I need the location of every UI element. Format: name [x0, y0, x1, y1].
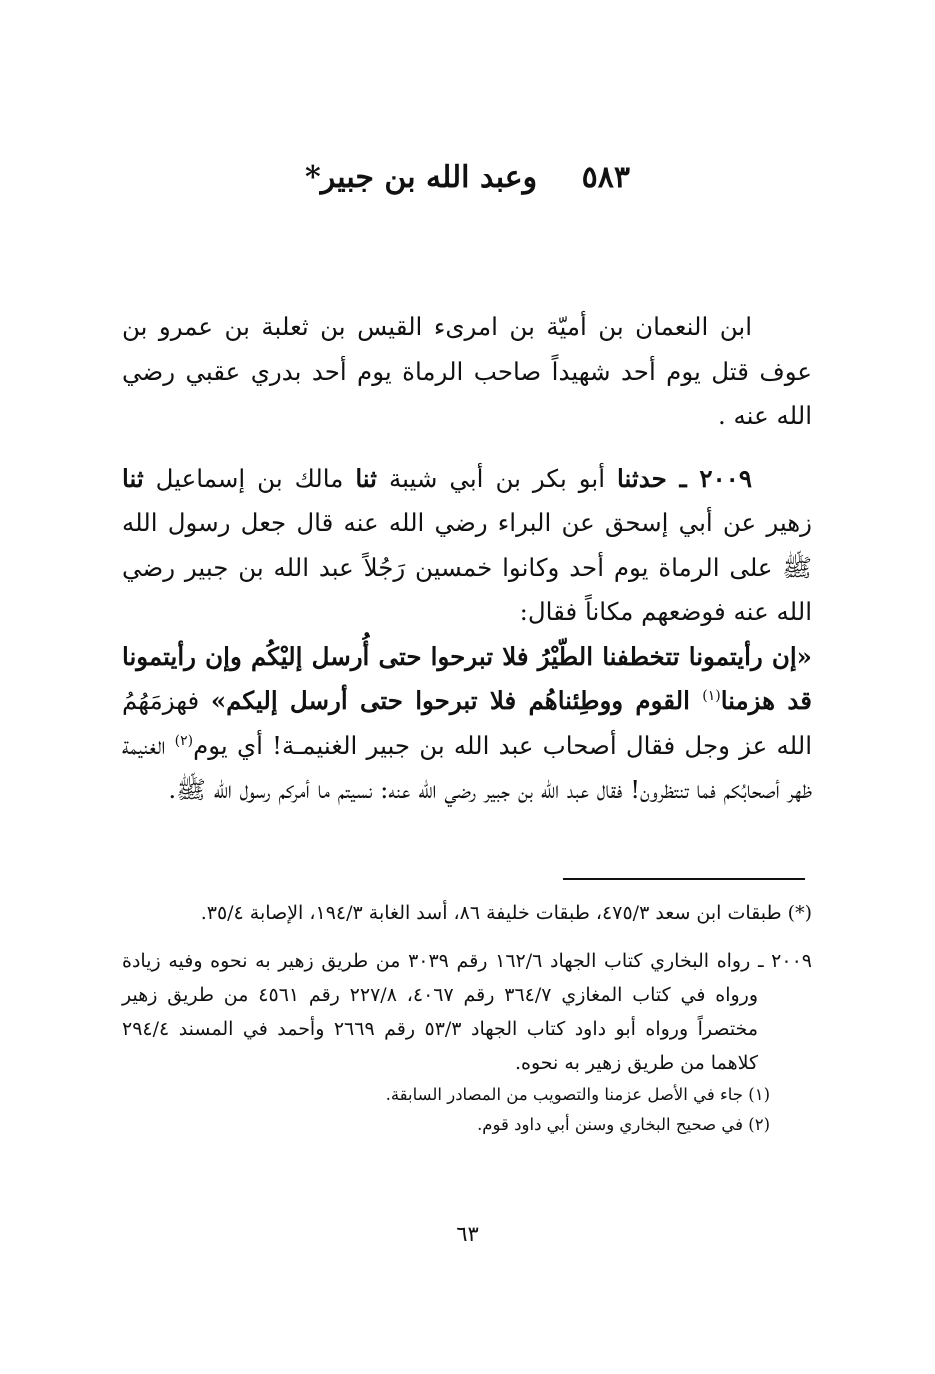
main-text	[122, 305, 812, 813]
takhrij-note: ٢٠٠٩ ـ رواه البخاري كتاب الجهاد ١٦٢/٦ رقم ٣٠٣٩ من طريق زهير به نحوه وفيه زيادة ورواه في كتاب المغازي ٣٦٤/٧ رقم ٤٠٦٧، ٢٢٧/٨ رقم ٤٥٦١ من طريق زهير مختصراً ورواه أبو داود كتاب الجهاد ٥٣/٣ رقم ٢٦٦٩ وأحمد في المسند ٢٩٤/٤ كلاهما من طريق زهير به نحوه.	[122, 950, 812, 1074]
page-number: ٦٣	[456, 1222, 479, 1246]
thana-word-1: ثنا	[355, 463, 378, 493]
footnotes	[122, 896, 812, 1140]
biography-paragraph: ابن النعمان بن أميّة بن امرىء القيس بن ثعلبة بن عمرو بن عوف قتل يوم أحد شهيداً صاحب الرماة يوم أحد بدري عقبي رضي الله عنه .	[122, 312, 812, 430]
hadith-matn	[122, 635, 812, 813]
thana-word-2: ثنا	[122, 463, 144, 493]
hadith-paragraph	[122, 457, 812, 635]
entry-heading	[0, 160, 935, 195]
footnote-ref-2: (٢)	[174, 732, 194, 749]
narration-part-2: الغنيمة ظهر أصحابُكم فما تنتظرون! فقال عبد الله بن جبير رضي الله عنه: نسيتم ما أمركم رسول الله ﷺ.	[122, 730, 812, 804]
isnad-part-1: أبو بكر بن أبي شيبة	[377, 463, 618, 493]
quote-part-1: «إن رأيتمونا تتخطفنا الطّيْرُ فلا تبرحوا حتى أُرسل إليْكُم وإن رأيتمونا قد هزمنا	[122, 641, 812, 715]
footnote-2: (٢) في صحيح البخاري وسنن أبي داود قوم.	[477, 1115, 770, 1134]
quote-part-2: القوم ووطِئناهُم فلا تبرحوا حتى أرسل إليكم»	[210, 686, 703, 715]
footnote-ref-1: (١)	[702, 687, 721, 704]
isnad-part-2: مالك بن إسماعيل	[143, 463, 356, 493]
entry-title: وعبد الله بن جبير*	[305, 160, 538, 195]
footnote-1: (١) جاء في الأصل عزمنا والتصويب من المصادر السابقة.	[385, 1085, 770, 1104]
entry-number: ٥٨٣	[581, 160, 630, 195]
isnad-part-3: زهير عن أبي إسحق عن البراء رضي الله عنه قال جعل رسول الله ﷺ على الرماة يوم أحد وكانوا خمسين رَجُلاً عبد الله بن جبير رضي الله عنه فوضعهم مكاناً فقال:	[122, 508, 812, 626]
sources-note: (*) طبقات ابن سعد ٤٧٥/٣، طبقات خليفة ٨٦، أسد الغابة ١٩٤/٣، الإصابة ٣٥/٤.	[200, 902, 812, 924]
footnote-divider	[563, 878, 805, 880]
narration-part-1: فهزمَهُمُ الله عز وجل فقال أصحاب عبد الله بن جبير الغنيمـة! أي يوم	[122, 686, 813, 760]
haddathana-word: حدثنا	[617, 463, 667, 493]
hadith-dash: ـ	[666, 463, 700, 493]
hadith-number: ٢٠٠٩	[699, 463, 752, 493]
